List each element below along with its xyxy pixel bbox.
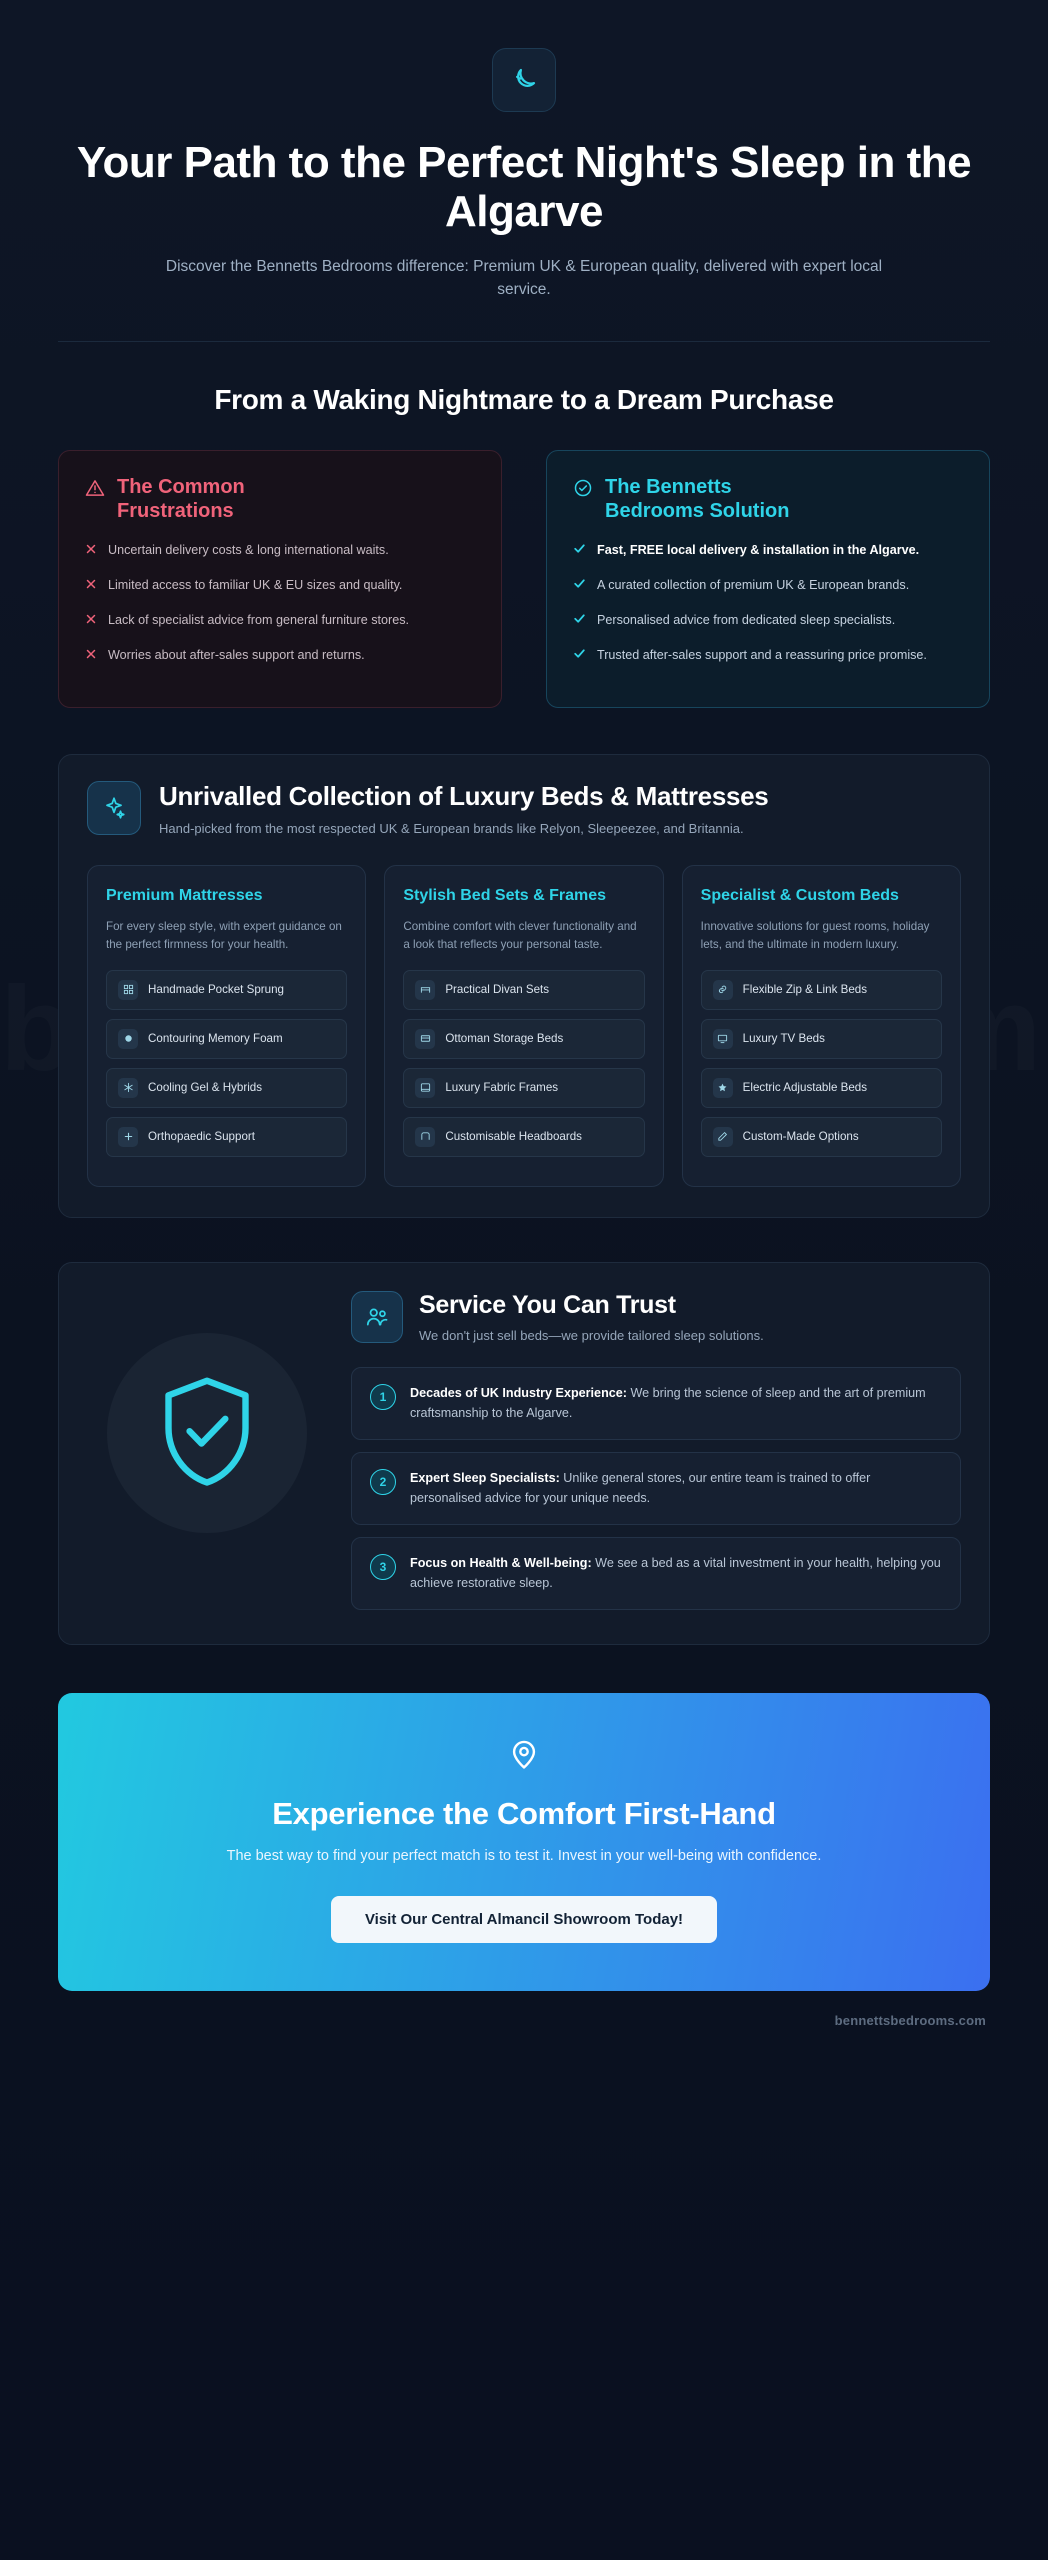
collection-section <box>58 754 990 1218</box>
collection-card-title: Stylish Bed Sets & Frames <box>403 886 607 904</box>
cta-title: Experience the Comfort First-Hand <box>272 1796 776 1832</box>
feature-chip[interactable] <box>106 1068 347 1108</box>
collection-card-desc: Innovative solutions for guest rooms, holiday lets, and the ultimate in modern luxury. <box>700 919 930 951</box>
list-item <box>85 646 475 666</box>
collection-card <box>384 865 663 1187</box>
feature-chip[interactable] <box>403 1068 644 1108</box>
problem-solution-section <box>58 342 990 708</box>
trust-subtitle: We don't just sell beds—we provide tailored sleep solutions. <box>419 1327 764 1343</box>
circle-icon <box>118 1029 138 1049</box>
feature-chip-label: Flexible Zip & Link Beds <box>742 982 868 996</box>
list-item <box>85 576 475 596</box>
feature-chip-label: Luxury Fabric Frames <box>445 1080 559 1094</box>
list-item-text: Worries about after-sales support and returns. <box>108 647 365 662</box>
solution-list <box>573 541 963 666</box>
cta-subtitle: The best way to find your perfect match is to test it. Invest in your well-being with confidence. <box>226 1848 822 1865</box>
list-item <box>351 1537 961 1610</box>
frame-icon <box>415 1078 435 1098</box>
step-text <box>410 1469 942 1508</box>
list-item-text: Fast, FREE local delivery & installation in the Algarve. <box>597 543 920 558</box>
solution-card <box>546 450 990 708</box>
list-item-text: Uncertain delivery costs & long international waits. <box>108 543 389 558</box>
list-item <box>573 576 963 596</box>
list-item-text: A curated collection of premium UK & European brands. <box>597 577 910 592</box>
frustrations-list <box>85 541 475 666</box>
location-pin-icon <box>98 1737 950 1776</box>
feature-chip[interactable] <box>106 1019 347 1059</box>
trust-section <box>58 1262 990 1646</box>
frustrations-title: The Common Frustrations <box>117 476 245 523</box>
collection-card-desc: For every sleep style, with expert guidance on the perfect firmness for your health. <box>106 919 342 951</box>
list-item-text: Trusted after-sales support and a reassuring price promise. <box>597 647 927 662</box>
feature-chip-label: Orthopaedic Support <box>148 1129 255 1143</box>
x-icon <box>85 577 97 596</box>
collection-card-title: Specialist & Custom Beds <box>700 886 899 904</box>
frustrations-card <box>58 450 502 708</box>
snowflake-icon <box>118 1078 138 1098</box>
hero-subtitle: Discover the Bennetts Bedrooms difference: Premium UK & European quality, delivered with expert local service. <box>165 257 883 298</box>
page-title: Your Path to the Perfect Night's Sleep in the Algarve <box>76 138 972 237</box>
star-icon <box>713 1078 733 1098</box>
people-group-icon <box>351 1291 403 1343</box>
feature-chip[interactable] <box>403 1117 644 1157</box>
pencil-icon <box>713 1127 733 1147</box>
list-item <box>351 1367 961 1440</box>
collection-subtitle: Hand-picked from the most respected UK & European brands like Relyon, Sleepeezee, and Britannia. <box>159 821 744 837</box>
feature-chip-label: Practical Divan Sets <box>445 982 550 996</box>
cta-banner <box>58 1693 990 1991</box>
feature-chip[interactable] <box>701 1068 942 1108</box>
grid-icon <box>118 980 138 1000</box>
solution-title: The Bennetts Bedrooms Solution <box>605 476 790 523</box>
section-heading-problem: From a Waking Nightmare to a Dream Purchase <box>214 384 834 416</box>
feature-chip-label: Electric Adjustable Beds <box>742 1080 868 1094</box>
list-item-text: Lack of specialist advice from general furniture stores. <box>108 612 409 627</box>
step-body: Unlike general stores, our entire team is trained to offer personalised advice for your unique needs. <box>410 1471 871 1505</box>
x-icon <box>85 647 97 666</box>
bed-icon <box>415 980 435 1000</box>
warning-triangle-icon <box>85 478 105 503</box>
sparkles-icon <box>87 781 141 835</box>
step-lead: Focus on Health & Well-being: <box>410 1556 592 1571</box>
list-item <box>351 1452 961 1525</box>
list-item-text: Personalised advice from dedicated sleep specialists. <box>597 612 896 627</box>
x-icon <box>85 612 97 631</box>
collection-card-desc: Combine comfort with clever functionality and a look that reflects your personal taste. <box>403 919 637 951</box>
step-lead: Expert Sleep Specialists: <box>410 1471 560 1486</box>
check-icon <box>573 612 586 631</box>
list-item <box>85 611 475 631</box>
list-item <box>85 541 475 561</box>
check-icon <box>573 577 586 596</box>
trust-step-list <box>351 1367 961 1610</box>
list-item-text: Limited access to familiar UK & EU sizes and quality. <box>108 577 403 592</box>
moon-sleep-icon <box>492 48 556 112</box>
collection-title: Unrivalled Collection of Luxury Beds & Mattresses <box>159 780 769 811</box>
check-circle-icon <box>573 478 593 503</box>
feature-chip[interactable] <box>701 1019 942 1059</box>
check-icon <box>573 542 586 561</box>
trust-title: Service You Can Trust <box>419 1290 676 1319</box>
list-item <box>573 646 963 666</box>
step-body: We see a bed as a vital investment in your health, helping you achieve restorative sleep. <box>410 1556 941 1590</box>
x-icon <box>85 542 97 561</box>
tv-icon <box>713 1029 733 1049</box>
step-number: 2 <box>370 1469 396 1495</box>
footer-site-label: bennettsbedrooms.com <box>834 2013 986 2029</box>
step-body: We bring the science of sleep and the art of premium craftsmanship to the Algarve. <box>410 1386 926 1420</box>
showroom-visit-button[interactable]: Visit Our Central Almancil Showroom Today! <box>331 1896 717 1943</box>
step-number: 1 <box>370 1384 396 1410</box>
headboard-icon <box>415 1127 435 1147</box>
feature-chip-label: Ottoman Storage Beds <box>445 1031 564 1045</box>
feature-chip[interactable] <box>403 1019 644 1059</box>
feature-chip-label: Luxury TV Beds <box>742 1031 825 1045</box>
step-lead: Decades of UK Industry Experience: <box>410 1386 627 1401</box>
link-icon <box>713 980 733 1000</box>
step-number: 3 <box>370 1554 396 1580</box>
box-icon <box>415 1029 435 1049</box>
step-text <box>410 1384 942 1423</box>
feature-chip-label: Handmade Pocket Sprung <box>148 982 284 996</box>
collection-card-title: Premium Mattresses <box>106 886 263 904</box>
collection-card <box>682 865 961 1187</box>
feature-chip[interactable] <box>403 970 644 1010</box>
feature-chip[interactable] <box>701 1117 942 1157</box>
shield-check-icon <box>107 1333 307 1533</box>
feature-chip[interactable] <box>701 970 942 1010</box>
feature-chip-label: Cooling Gel & Hybrids <box>148 1080 263 1094</box>
list-item <box>573 541 963 561</box>
list-item <box>573 611 963 631</box>
collection-card <box>87 865 366 1187</box>
feature-chip[interactable] <box>106 1117 347 1157</box>
feature-chip-label: Contouring Memory Foam <box>148 1031 283 1045</box>
step-text <box>410 1554 942 1593</box>
check-icon <box>573 647 586 666</box>
feature-chip-label: Customisable Headboards <box>445 1129 582 1143</box>
hero-section <box>58 0 990 342</box>
feature-chip[interactable] <box>106 970 347 1010</box>
plus-icon <box>118 1127 138 1147</box>
feature-chip-label: Custom-Made Options <box>742 1129 859 1143</box>
